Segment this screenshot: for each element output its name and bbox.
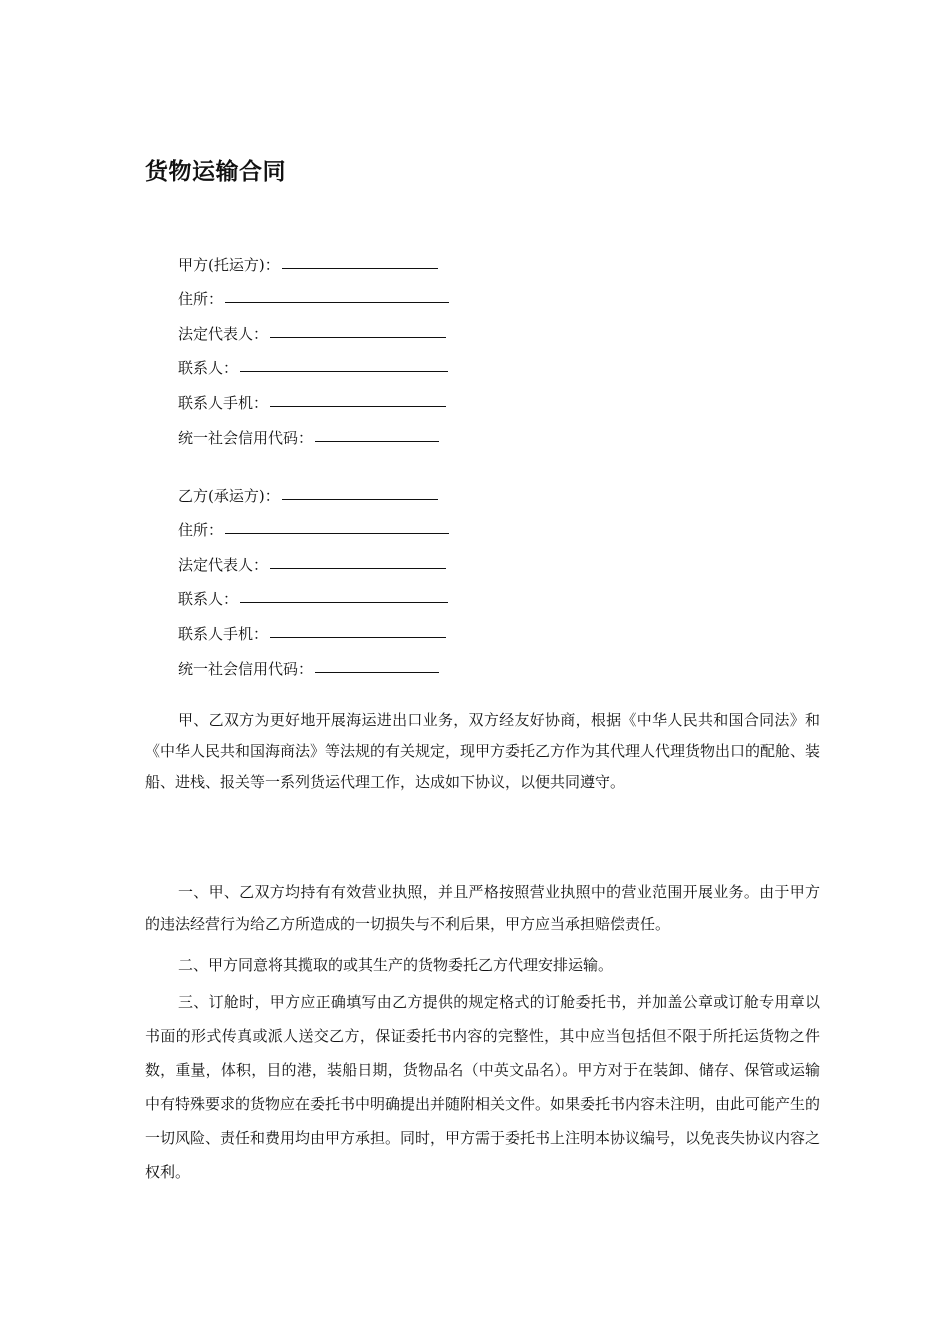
field-label: 联系人手机： <box>178 393 269 412</box>
party-a-mobile-field <box>178 378 478 413</box>
field-label: 住所： <box>178 521 224 540</box>
clause-2-paragraph: 二、甲方同意将其揽取的或其生产的货物委托乙方代理安排运输。 <box>178 956 614 974</box>
party-a-name-field <box>178 240 478 275</box>
fill-in-blank[interactable] <box>270 546 446 569</box>
field-label: 住所： <box>178 290 224 309</box>
party-b-address-field <box>178 506 478 541</box>
field-label: 法定代表人： <box>178 555 269 574</box>
field-label: 乙方(承运方)： <box>178 486 280 505</box>
fill-in-blank[interactable] <box>315 650 439 673</box>
party-a-contact-field <box>178 344 478 379</box>
party-b-legal-rep-field <box>178 540 478 575</box>
field-label: 统一社会信用代码： <box>178 659 314 678</box>
clause-1-paragraph: 一、甲、乙双方均持有有效营业执照，并且严格按照营业执照中的营业范围开展业务。由于甲方的违法经营行为给乙方所造成的一切损失与不利后果，甲方应当承担赔偿责任。 <box>145 883 820 933</box>
fill-in-blank[interactable] <box>270 315 446 338</box>
field-label: 联系人： <box>178 359 239 378</box>
field-label: 甲方(托运方)： <box>178 255 280 274</box>
page-title: 货物运输合同 <box>145 159 286 185</box>
fill-in-blank[interactable] <box>270 615 446 638</box>
party-b-mobile-field <box>178 609 478 644</box>
fill-in-blank[interactable] <box>240 349 448 372</box>
fill-in-blank[interactable] <box>225 511 449 534</box>
field-label: 联系人： <box>178 590 239 609</box>
party-b-section <box>178 471 478 679</box>
field-label: 联系人手机： <box>178 624 269 643</box>
party-a-legal-rep-field <box>178 309 478 344</box>
field-label: 法定代表人： <box>178 324 269 343</box>
fill-in-blank[interactable] <box>282 246 438 269</box>
party-a-credit-code-field <box>178 413 478 448</box>
fill-in-blank[interactable] <box>282 477 438 500</box>
fill-in-blank[interactable] <box>240 580 448 603</box>
party-b-name-field <box>178 471 478 506</box>
fill-in-blank[interactable] <box>225 280 449 303</box>
fill-in-blank[interactable] <box>315 419 439 442</box>
party-b-contact-field <box>178 575 478 610</box>
fill-in-blank[interactable] <box>270 384 446 407</box>
party-a-address-field <box>178 275 478 310</box>
field-label: 统一社会信用代码： <box>178 428 314 447</box>
intro-paragraph: 甲、乙双方为更好地开展海运进出口业务，双方经友好协商，根据《中华人民共和国合同法》和《中华人民共和国海商法》等法规的有关规定，现甲方委托乙方作为其代理人代理货物出口的配舱、装船、进栈、报关等一系列货运代理工作，达成如下协议，以便共同遵守。 <box>145 711 821 791</box>
clause-3-paragraph: 三、订舱时，甲方应正确填写由乙方提供的规定格式的订舱委托书，并加盖公章或订舱专用章以书面的形式传真或派人送交乙方，保证委托书内容的完整性，其中应当包括但不限于所托运货物之件数，重量，体积，目的港，装船日期，货物品名（中英文品名）。甲方对于在装卸、储存、保管或运输中有特殊要求的货物应在委托书中明确提出并随附相关文件。如果委托书内容未注明，由此可能产生的一切风险、责任和费用均由甲方承担。同时，甲方需于委托书上注明本协议编号，以免丧失协议内容之权利。 <box>145 993 821 1181</box>
party-a-section <box>178 240 478 448</box>
party-b-credit-code-field <box>178 644 478 679</box>
